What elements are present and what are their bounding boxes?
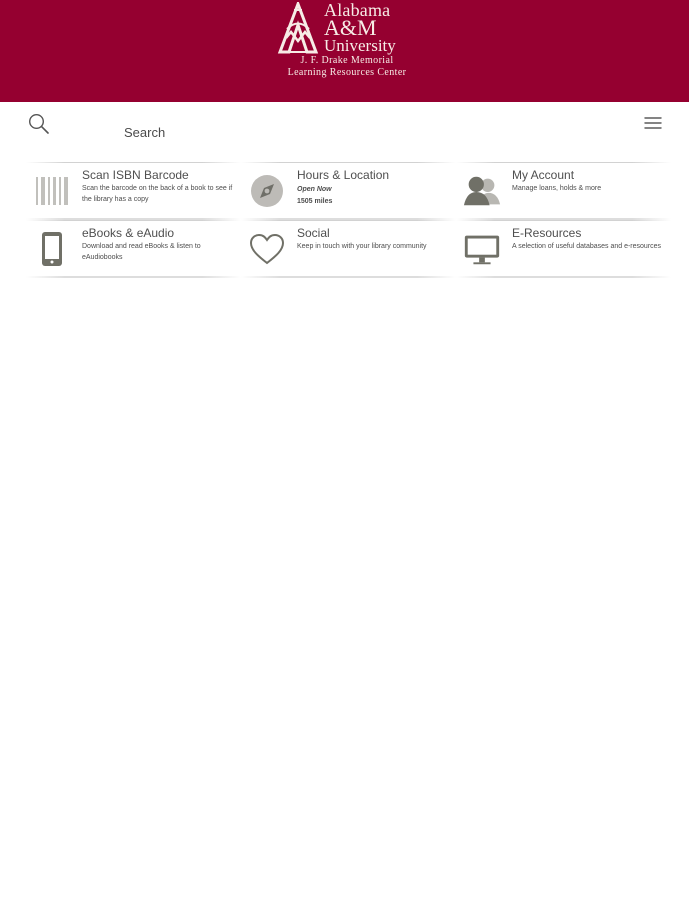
social-title: Social (297, 226, 330, 240)
social-description: Keep in touch with your library community (297, 243, 427, 250)
app-header (0, 0, 689, 102)
heart-icon (247, 229, 287, 269)
university-name-line-2: A&M (324, 15, 377, 40)
scan-isbn-barcode-title: Scan ISBN Barcode (82, 168, 189, 182)
search-icon[interactable] (28, 113, 50, 135)
ebooks-eaudio-title: eBooks & eAudio (82, 226, 175, 240)
social-tile[interactable] (241, 220, 456, 278)
search-input[interactable] (120, 118, 548, 146)
hours-location-title: Hours & Location (297, 168, 390, 182)
university-logo (262, 0, 432, 82)
university-seal-icon (276, 2, 320, 54)
e-resources-title: E-Resources (512, 226, 582, 240)
ebooks-eaudio-description: Download and read eBooks & listen to eAudiobooks (82, 243, 201, 262)
university-name-line-3: University (324, 36, 396, 55)
scan-isbn-barcode-tile[interactable] (26, 162, 241, 220)
monitor-icon (462, 229, 502, 269)
location-distance-text: 1505 miles (297, 198, 333, 205)
my-account-description: Manage loans, holds & more (512, 185, 602, 192)
hamburger-menu-icon (641, 112, 665, 136)
open-status-text: Open Now (297, 186, 332, 193)
e-resources-description: A selection of useful databases and e-resources (512, 243, 662, 250)
ebooks-eaudio-tile[interactable] (26, 220, 241, 278)
hours-location-tile[interactable] (241, 162, 456, 220)
tablet-icon (32, 229, 72, 269)
library-name-line-2: Learning Resources Center (287, 67, 407, 78)
menu-button[interactable] (641, 112, 665, 136)
users-icon (462, 171, 502, 211)
my-account-tile[interactable] (456, 162, 671, 220)
university-name-line-1: Alabama (324, 0, 391, 20)
scan-isbn-barcode-description: Scan the barcode on the back of a book to see if the library has a copy (82, 185, 233, 204)
search-bar (0, 102, 689, 158)
library-name-line-1: J. F. Drake Memorial (300, 55, 394, 66)
e-resources-tile[interactable] (456, 220, 671, 278)
compass-icon (247, 171, 287, 211)
library-services-grid (26, 158, 668, 282)
my-account-title: My Account (512, 168, 575, 182)
barcode-icon (32, 171, 72, 211)
